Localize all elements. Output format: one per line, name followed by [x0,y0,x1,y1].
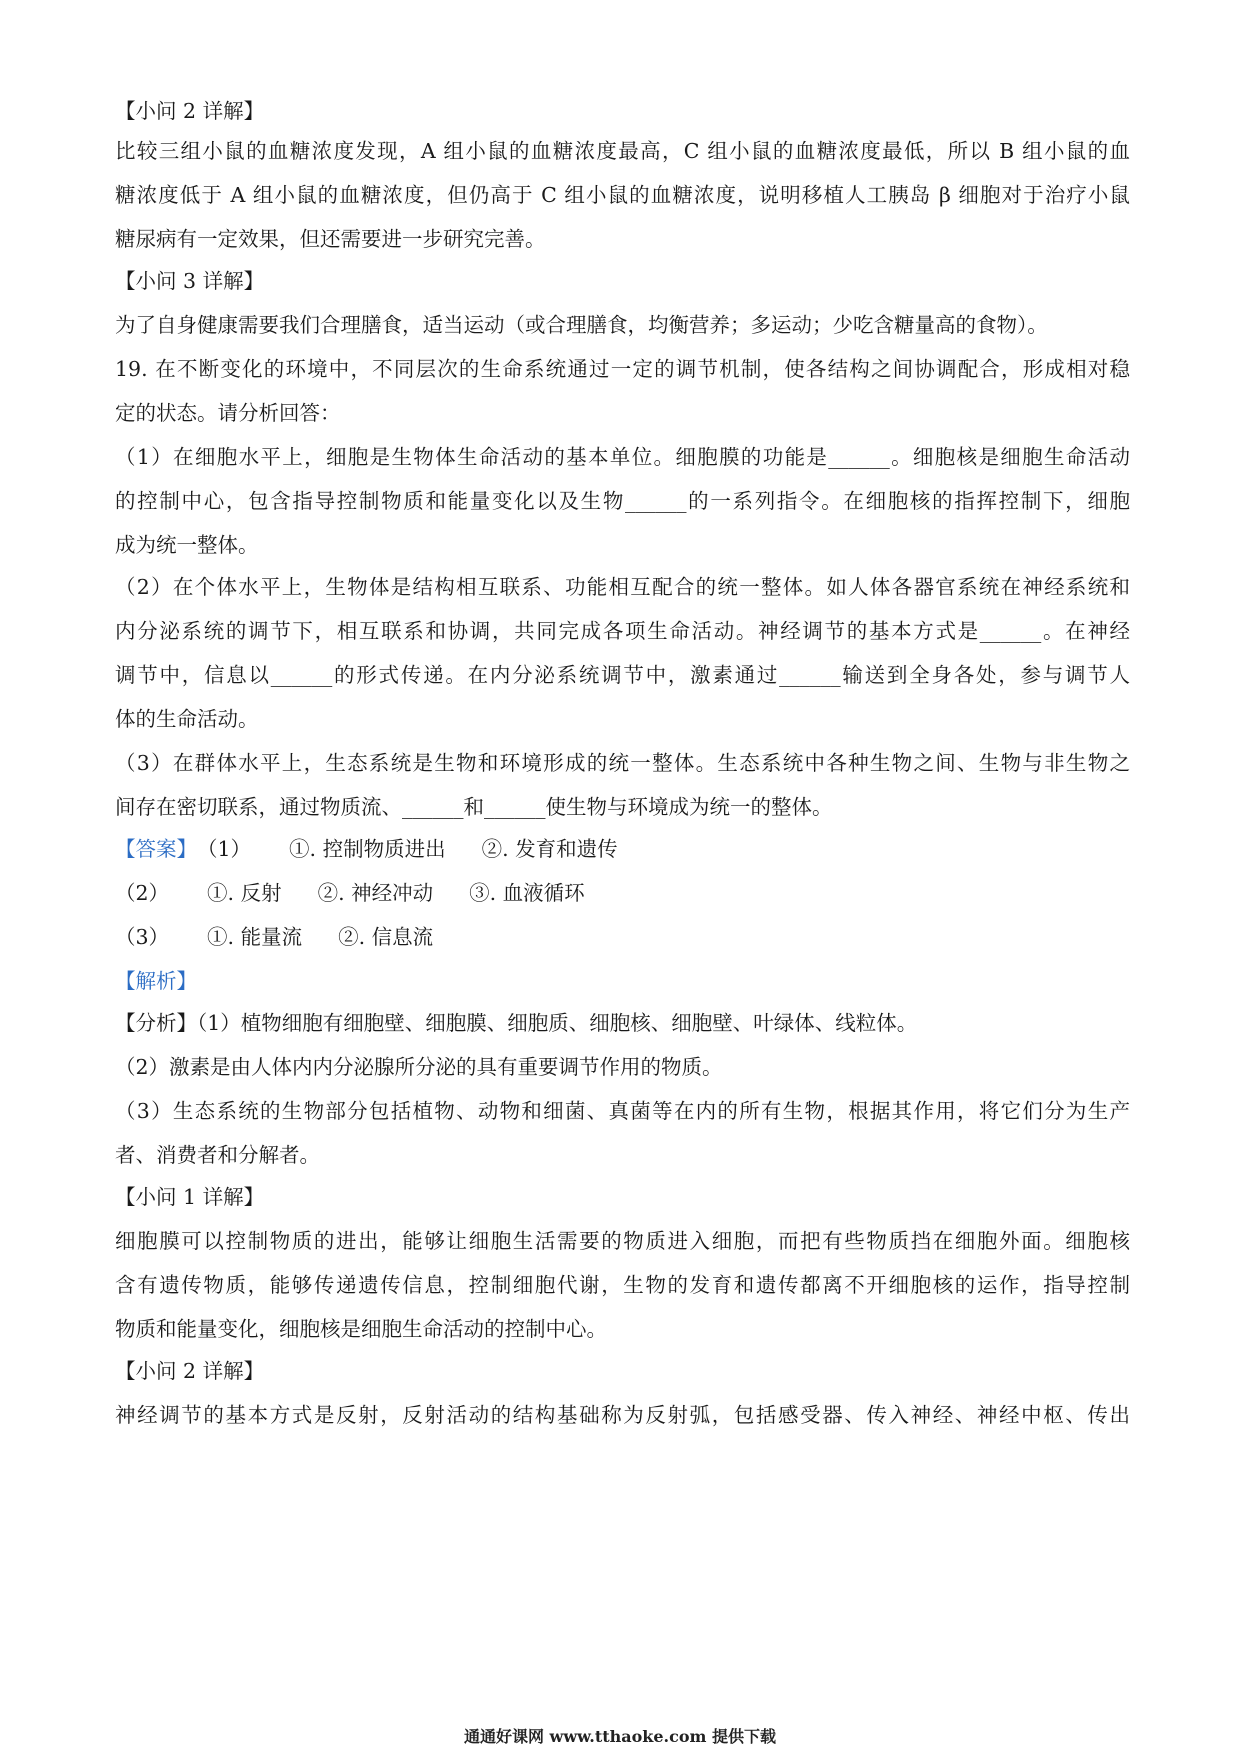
analysis-line: （3）生态系统的生物部分包括植物、动物和细菌、真菌等在内的所有生物，根据其作用，将它们分为生产 [115,1099,1130,1123]
question-line: 的控制中心，包含指导控制物质和能量变化以及生物______的一系列指令。在细胞核的指挥控制下，细胞 [115,489,1130,513]
analysis-line: 神经调节的基本方式是反射，反射活动的结构基础称为反射弧，包括感受器、传入神经、神经中枢、传出 [115,1403,1130,1427]
question-line: 体的生命活动。 [115,707,259,731]
paragraph-line: 糖浓度低于 A 组小鼠的血糖浓度，但仍高于 C 组小鼠的血糖浓度，说明移植人工胰岛 β 细胞对于治疗小鼠 [115,183,1130,207]
question-line: 定的状态。请分析回答： [115,401,341,425]
question-line: 19. 在不断变化的环境中，不同层次的生命系统通过一定的调节机制，使各结构之间协调配合，形成相对稳 [115,357,1130,381]
subquestion-heading: 【小问 1 详解】 [115,1185,265,1209]
question-line: （3）在群体水平上，生态系统是生物和环境形成的统一整体。生态系统中各种生物之间、生物与非生物之 [115,751,1130,775]
subquestion-heading: 【小问 2 详解】 [115,1359,265,1383]
answer-part-number: （1） [197,837,252,861]
subquestion-heading: 【小问 3 详解】 [115,269,265,293]
answer-item: ②. 神经冲动 [317,881,434,905]
question-line: 调节中，信息以______的形式传递。在内分泌系统调节中，激素通过______输送到全身各处，参与调节人 [115,663,1130,687]
answer-row-2 [115,878,1130,908]
answer-item: ①. 能量流 [207,925,303,949]
question-line: （1）在细胞水平上，细胞是生物体生命活动的基本单位。细胞膜的功能是______。细胞核是细胞生命活动 [115,445,1130,469]
answer-row-1 [115,834,1130,864]
page-footer: 通通好课网 www.tthaoke.com 提供下载 [463,1727,777,1746]
analysis-line: 含有遗传物质，能够传递遗传信息，控制细胞代谢，生物的发育和遗传都离不开细胞核的运作，指导控制 [115,1273,1130,1297]
answer-label: 【答案】 [115,837,197,861]
question-line: （2）在个体水平上，生物体是结构相互联系、功能相互配合的统一整体。如人体各器官系统在神经系统和 [115,575,1130,599]
answer-part-number: （2） [115,881,170,905]
paragraph-line: 糖尿病有一定效果，但还需要进一步研究完善。 [115,227,546,251]
answer-item: ②. 信息流 [338,925,434,949]
analysis-line: （2）激素是由人体内内分泌腺所分泌的具有重要调节作用的物质。 [115,1055,723,1079]
question-line: 成为统一整体。 [115,533,259,557]
analysis-line: 者、消费者和分解者。 [115,1143,320,1167]
answer-part-number: （3） [115,925,170,949]
answer-item: ③. 血液循环 [469,881,585,905]
analysis-line: 细胞膜可以控制物质的进出，能够让细胞生活需要的物质进入细胞，而把有些物质挡在细胞外面。细胞核 [115,1229,1130,1253]
analysis-label: 【解析】 [115,969,197,993]
answer-item: ①. 控制物质进出 [289,837,446,861]
answer-row-3 [115,922,1130,952]
answer-item: ②. 发育和遗传 [481,837,618,861]
subquestion-heading: 【小问 2 详解】 [115,99,265,123]
analysis-line: 物质和能量变化，细胞核是细胞生命活动的控制中心。 [115,1317,607,1341]
answer-item: ①. 反射 [207,881,282,905]
paragraph-line: 为了自身健康需要我们合理膳食，适当运动（或合理膳食，均衡营养；多运动；少吃含糖量高的食物）。 [115,313,1048,337]
paragraph-line: 比较三组小鼠的血糖浓度发现，A 组小鼠的血糖浓度最高，C 组小鼠的血糖浓度最低，所以 B 组小鼠的血 [115,139,1130,163]
question-line: 内分泌系统的调节下，相互联系和协调，共同完成各项生命活动。神经调节的基本方式是______。在神经 [115,619,1130,643]
question-line: 间存在密切联系，通过物质流、______和______使生物与环境成为统一的整体。 [115,795,833,819]
analysis-line: 【分析】（1）植物细胞有细胞壁、细胞膜、细胞质、细胞核、细胞壁、叶绿体、线粒体。 [115,1011,918,1035]
